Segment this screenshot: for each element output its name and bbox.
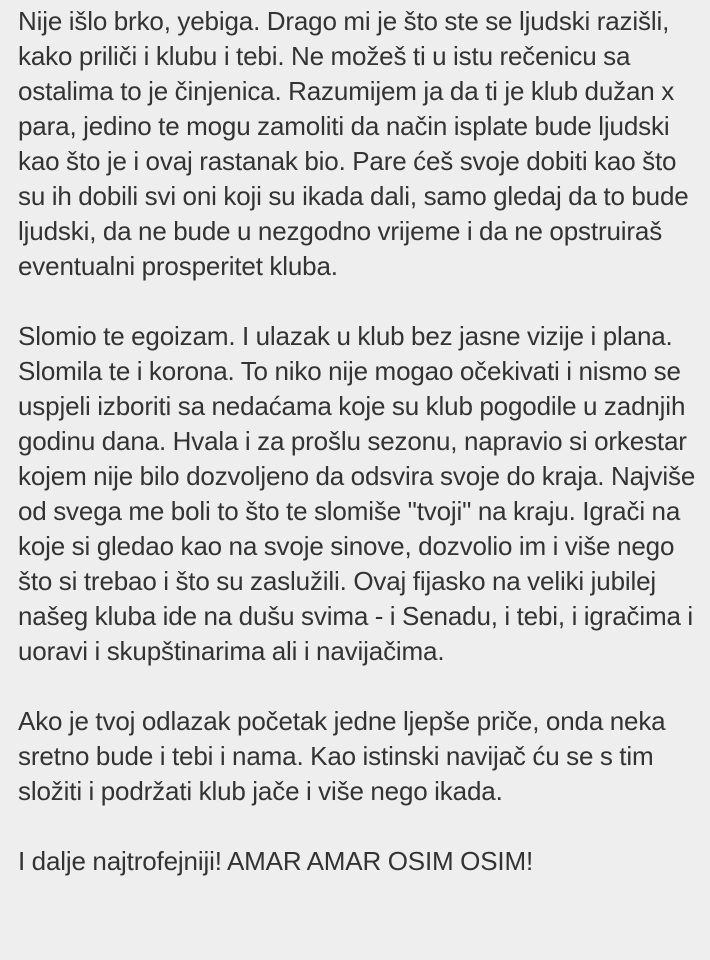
post-paragraph-1: Nije išlo brko, yebiga. Drago mi je što ste se ljudski razišli, kako priliči i klubu i tebi. Ne možeš ti u istu rečenicu sa ostalima to je činjenica. Razumijem ja da ti je klub dužan x para, jedino te mogu zamoliti da način isplate bude ljudski kao što je i ovaj rastanak bio. Pare ćeš svoje dobiti kao što su ih dobili svi oni koji su ikada dali, samo gledaj da to bude ljudski, da ne bude u nezgodno vrijeme i da ne opstruiraš eventualni prosperitet kluba.	[18, 6, 689, 281]
post-paragraph-2: Slomio te egoizam. I ulazak u klub bez jasne vizije i plana. Slomila te i korona. To niko nije mogao očekivati i nismo se uspjeli izboriti sa nedaćama koje su klub pogodile u zadnjih godinu dana. Hvala i za prošlu sezonu, napravio si orkestar kojem nije bilo dozvoljeno da odsvira svoje do kraja. Najviše od svega me boli to što te slomiše "tvoji" na kraju. Igrači na koje si gledao kao na svoje sinove, dozvolio im i više nego što si trebao i što su zaslužili. Ovaj fijasko na veliki jubilej našeg kluba ide na dušu svima - i Senadu, i tebi, i igračima i uoravi i skupštinarima ali i navijačima.	[18, 321, 696, 666]
post-paragraph-3: Ako je tvoj odlazak početak jedne ljepše priče, onda neka sretno bude i tebi i nama. Kao istinski navijač ću se s tim složiti i podržati klub jače i više nego ikada.	[18, 706, 666, 806]
post-paragraph-4: I dalje najtrofejniji! AMAR AMAR OSIM OSIM!	[18, 846, 534, 876]
